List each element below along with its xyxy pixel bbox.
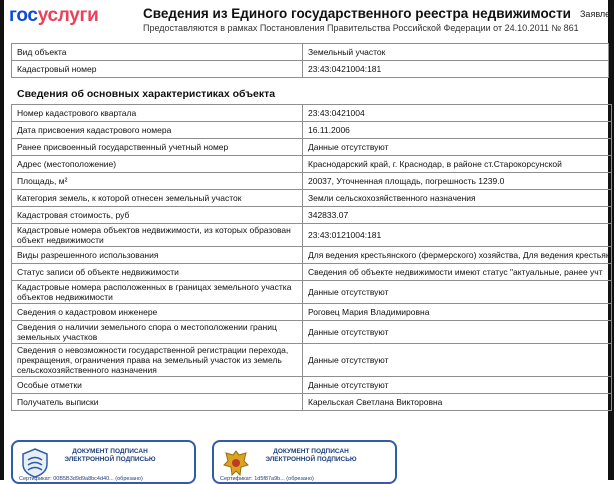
row-value: Земельный участок (303, 44, 609, 61)
row-label: Дата присвоения кадастрового номера (12, 122, 303, 139)
row-value: Данные отсутствуют (303, 321, 612, 344)
row-label: Особые отметки (12, 377, 303, 394)
stamp-certificate: Сертификат: 1d5f87a9b... (обрезано) (220, 476, 314, 482)
row-label: Сведения о невозможности государственной регистрации перехода, прекращения, ограничения права на земельный участок из земель сельскохозяйственного назначения (12, 344, 303, 377)
table-row (12, 190, 612, 207)
row-value: Сведения об объекте недвижимости имеют статус "актуальные, ранее учт (303, 264, 612, 281)
row-label: Адрес (местоположение) (12, 156, 303, 173)
row-value: 23:43:0421004 (303, 105, 612, 122)
row-value: 342833.07 (303, 207, 612, 224)
row-label: Сведения о кадастровом инженере (12, 304, 303, 321)
row-value: 16.11.2006 (303, 122, 612, 139)
row-label: Кадастровые номера расположенных в границах земельного участка объектов недвижимости (12, 281, 303, 304)
table-row (12, 281, 612, 304)
document-subtitle: Предоставляются в рамках Постановления Правительства Российской Федерации от 24.10.2011 № 861 (143, 23, 579, 33)
row-value: Карельская Светлана Викторовна (303, 394, 612, 411)
row-label: Статус записи об объекте недвижимости (12, 264, 303, 281)
row-value: Данные отсутствуют (303, 281, 612, 304)
table-row (12, 321, 612, 344)
row-label: Номер кадастрового квартала (12, 105, 303, 122)
table-row (12, 61, 609, 78)
section-title: Сведения об основных характеристиках объекта (17, 88, 276, 100)
table-row (12, 44, 609, 61)
row-value: 23:43:0121004:181 (303, 224, 612, 247)
table-row (12, 173, 612, 190)
table-row (12, 105, 612, 122)
row-value: Данные отсутствуют (303, 377, 612, 394)
row-label: Площадь, м² (12, 173, 303, 190)
row-label: Кадастровая стоимость, руб (12, 207, 303, 224)
stamp-certificate: Сертификат: 00B5B3d9d9a8bc4d40... (обрезано) (19, 476, 143, 482)
table-row (12, 394, 612, 411)
table-row (12, 156, 612, 173)
table-row (12, 377, 612, 394)
table-row (12, 264, 612, 281)
table-row (12, 247, 612, 264)
row-label: Кадастровые номера объектов недвижимости, из которых образован объект недвижимости (12, 224, 303, 247)
stamp-text: ДОКУМЕНТ ПОДПИСАН ЭЛЕКТРОННОЙ ПОДПИСЬЮ (265, 448, 357, 463)
characteristics-table (11, 104, 612, 411)
row-label: Ранее присвоенный государственный учетный номер (12, 139, 303, 156)
row-label: Категория земель, к которой отнесен земельный участок (12, 190, 303, 207)
coat-of-arms-icon (222, 448, 250, 478)
table-row (12, 139, 612, 156)
document-title: Сведения из Единого государственного реестра недвижимости (143, 6, 571, 21)
row-value: 20037, Уточненная площадь, погрешность 1239.0 (303, 173, 612, 190)
row-value: 23:43:0421004:181 (303, 61, 609, 78)
row-value: Данные отсутствуют (303, 139, 612, 156)
row-label: Кадастровый номер (12, 61, 303, 78)
row-label: Сведения о наличии земельного спора о местоположении границ земельных участков (12, 321, 303, 344)
table-row (12, 224, 612, 247)
logo-part-uslugi: услуги (37, 5, 99, 26)
row-value: Данные отсутствуют (303, 344, 612, 377)
signature-stamp (11, 440, 196, 484)
left-frame-border (0, 0, 4, 480)
row-label: Получатель выписки (12, 394, 303, 411)
registry-emblem-icon (21, 448, 49, 478)
row-label: Виды разрешенного использования (12, 247, 303, 264)
row-value: Для ведения крестьянского (фермерского) хозяйства, Для ведения крестьян (303, 247, 612, 264)
row-value: Роговец Мария Владимировна (303, 304, 612, 321)
table-row (12, 344, 612, 377)
row-value: Земли сельскохозяйственного назначения (303, 190, 612, 207)
applicant-label-cut: Заявле (580, 9, 611, 19)
row-label: Вид объекта (12, 44, 303, 61)
table-row (12, 304, 612, 321)
gosuslugi-logo (9, 5, 99, 27)
stamp-text: ДОКУМЕНТ ПОДПИСАН ЭЛЕКТРОННОЙ ПОДПИСЬЮ (64, 448, 156, 463)
table-row (12, 207, 612, 224)
logo-part-gos: гос (9, 5, 38, 26)
signature-stamp (212, 440, 397, 484)
table-row (12, 122, 612, 139)
object-table (11, 43, 609, 78)
row-value: Краснодарский край, г. Краснодар, в районе ст.Старокорсунской (303, 156, 612, 173)
